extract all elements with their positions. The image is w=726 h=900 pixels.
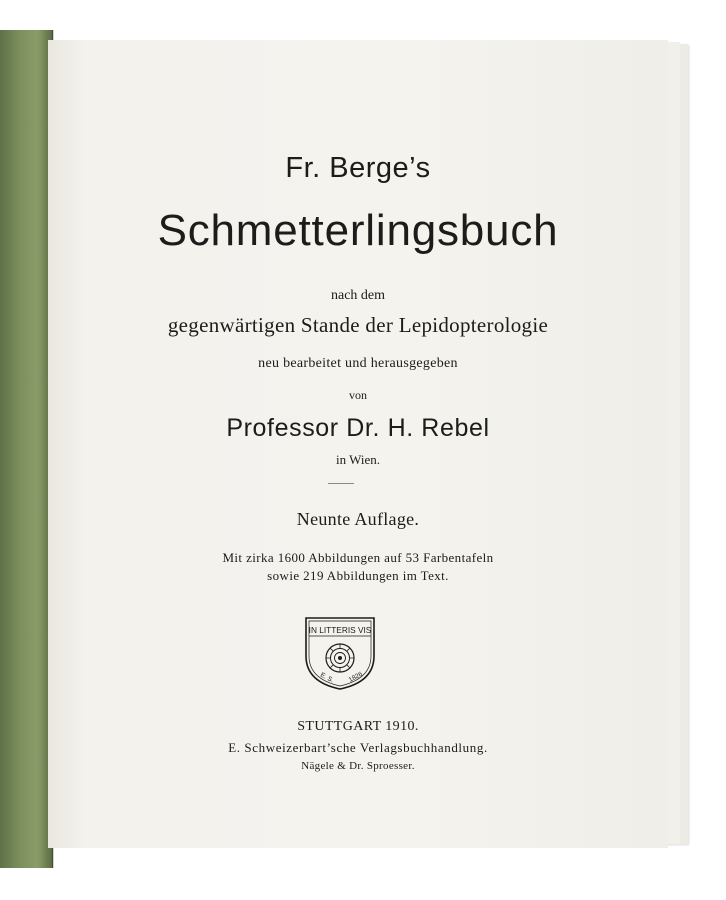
author-name: Professor Dr. H. Rebel bbox=[226, 414, 490, 442]
publisher-name: E. Schweizerbart’sche Verlagsbuchhandlung. bbox=[228, 740, 488, 755]
divider-rule bbox=[328, 483, 354, 484]
author-location: in Wien. bbox=[335, 452, 380, 467]
publisher-emblem-icon bbox=[300, 612, 380, 692]
ammonite-icon bbox=[326, 644, 354, 672]
emblem-initials: E. S. bbox=[319, 671, 335, 685]
illustrations-line-1: Mit zirka 1600 Abbildungen auf 53 Farbentafeln bbox=[222, 550, 494, 565]
title-header: Fr. Berge’s bbox=[285, 152, 431, 184]
emblem-year: 1826 bbox=[347, 670, 364, 684]
illustrations-line-2: sowie 219 Abbildungen im Text. bbox=[267, 568, 449, 583]
subtitle-intro: nach dem bbox=[330, 288, 386, 303]
emblem-motto: IN LITTERIS VIS bbox=[308, 625, 372, 635]
book-subtitle: gegenwärtigen Stande der Lepidopterologie bbox=[167, 313, 549, 337]
edition-label: Neunte Auflage. bbox=[296, 509, 420, 529]
book-title: Schmetterlingsbuch bbox=[157, 206, 559, 255]
place-year: STUTTGART 1910. bbox=[297, 719, 419, 734]
title-page bbox=[48, 40, 668, 848]
by-word: von bbox=[349, 388, 367, 402]
publisher-owners: Nägele & Dr. Sproesser. bbox=[301, 760, 415, 772]
edited-note: neu bearbeitet und herausgegeben bbox=[258, 356, 458, 371]
